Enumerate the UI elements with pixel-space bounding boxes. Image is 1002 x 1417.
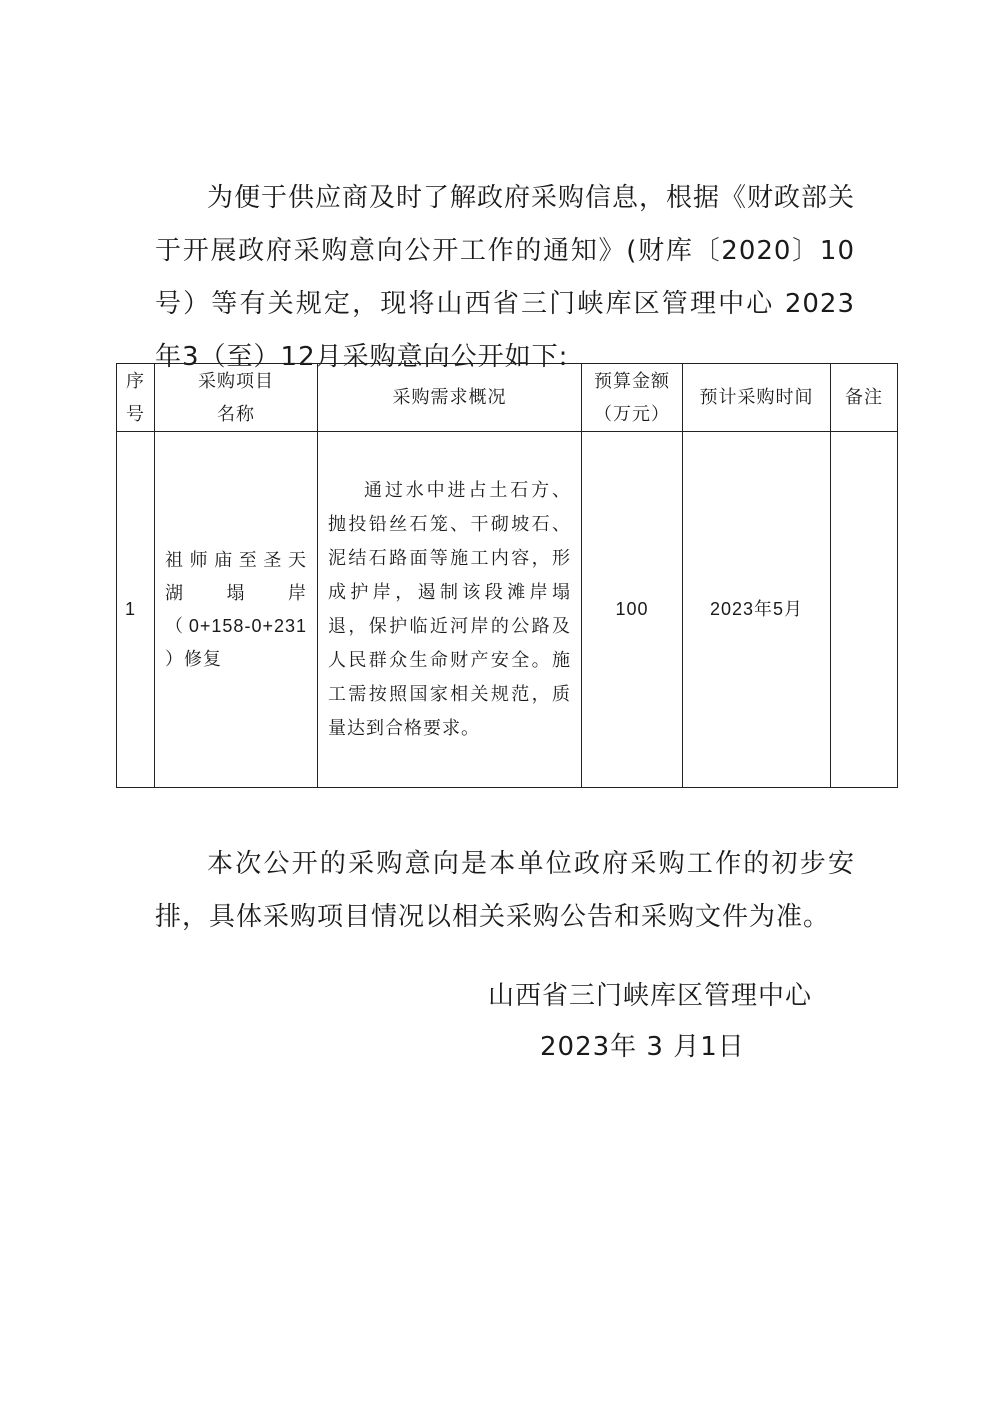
row-time: 2023年5月 [683,432,831,788]
header-desc: 采购需求概况 [318,364,582,432]
procurement-table [116,363,898,788]
header-note: 备注 [831,364,898,432]
header-time: 预计采购时间 [683,364,831,432]
row-budget: 100 [582,432,683,788]
project-name-line: 湖 塌 岸 [165,582,307,604]
row-description: 通过水中进占土石方、抛投铅丝石笼、干砌坡石、泥结石路面等施工内容，形成护岸，遏制该段滩岸塌退，保护临近河岸的公路及人民群众生命财产安全。施工需按照国家相关规范，质量达到合格要求。 [318,432,582,788]
project-name-line: （0+158-0+231 [165,615,307,636]
header-name: 采购项目名称 [155,364,318,432]
signature-date: 2023年 3 月1日 [540,1032,745,1062]
header-budget: 预算金额（万元） [582,364,683,432]
row-index: 1 [117,432,155,788]
signature-organization: 山西省三门峡库区管理中心 [488,981,813,1011]
row-project-name [155,432,318,788]
outro-paragraph: 本次公开的采购意向是本单位政府采购工作的初步安排，具体采购项目情况以相关采购公告和采购文件为准。 [155,849,855,932]
header-index: 序号 [117,364,155,432]
table-header-row [117,364,898,432]
intro-paragraph: 为便于供应商及时了解政府采购信息，根据《财政部关于开展政府采购意向公开工作的通知》(财库〔2020〕10号）等有关规定，现将山西省三门峡库区管理中心 2023年3（至）12月采购意向公开如下: [155,183,856,372]
table-row [117,432,898,788]
project-name-line: ）修复 [165,648,222,670]
project-name-line: 祖师庙至圣天 [165,549,307,571]
row-note [831,432,898,788]
